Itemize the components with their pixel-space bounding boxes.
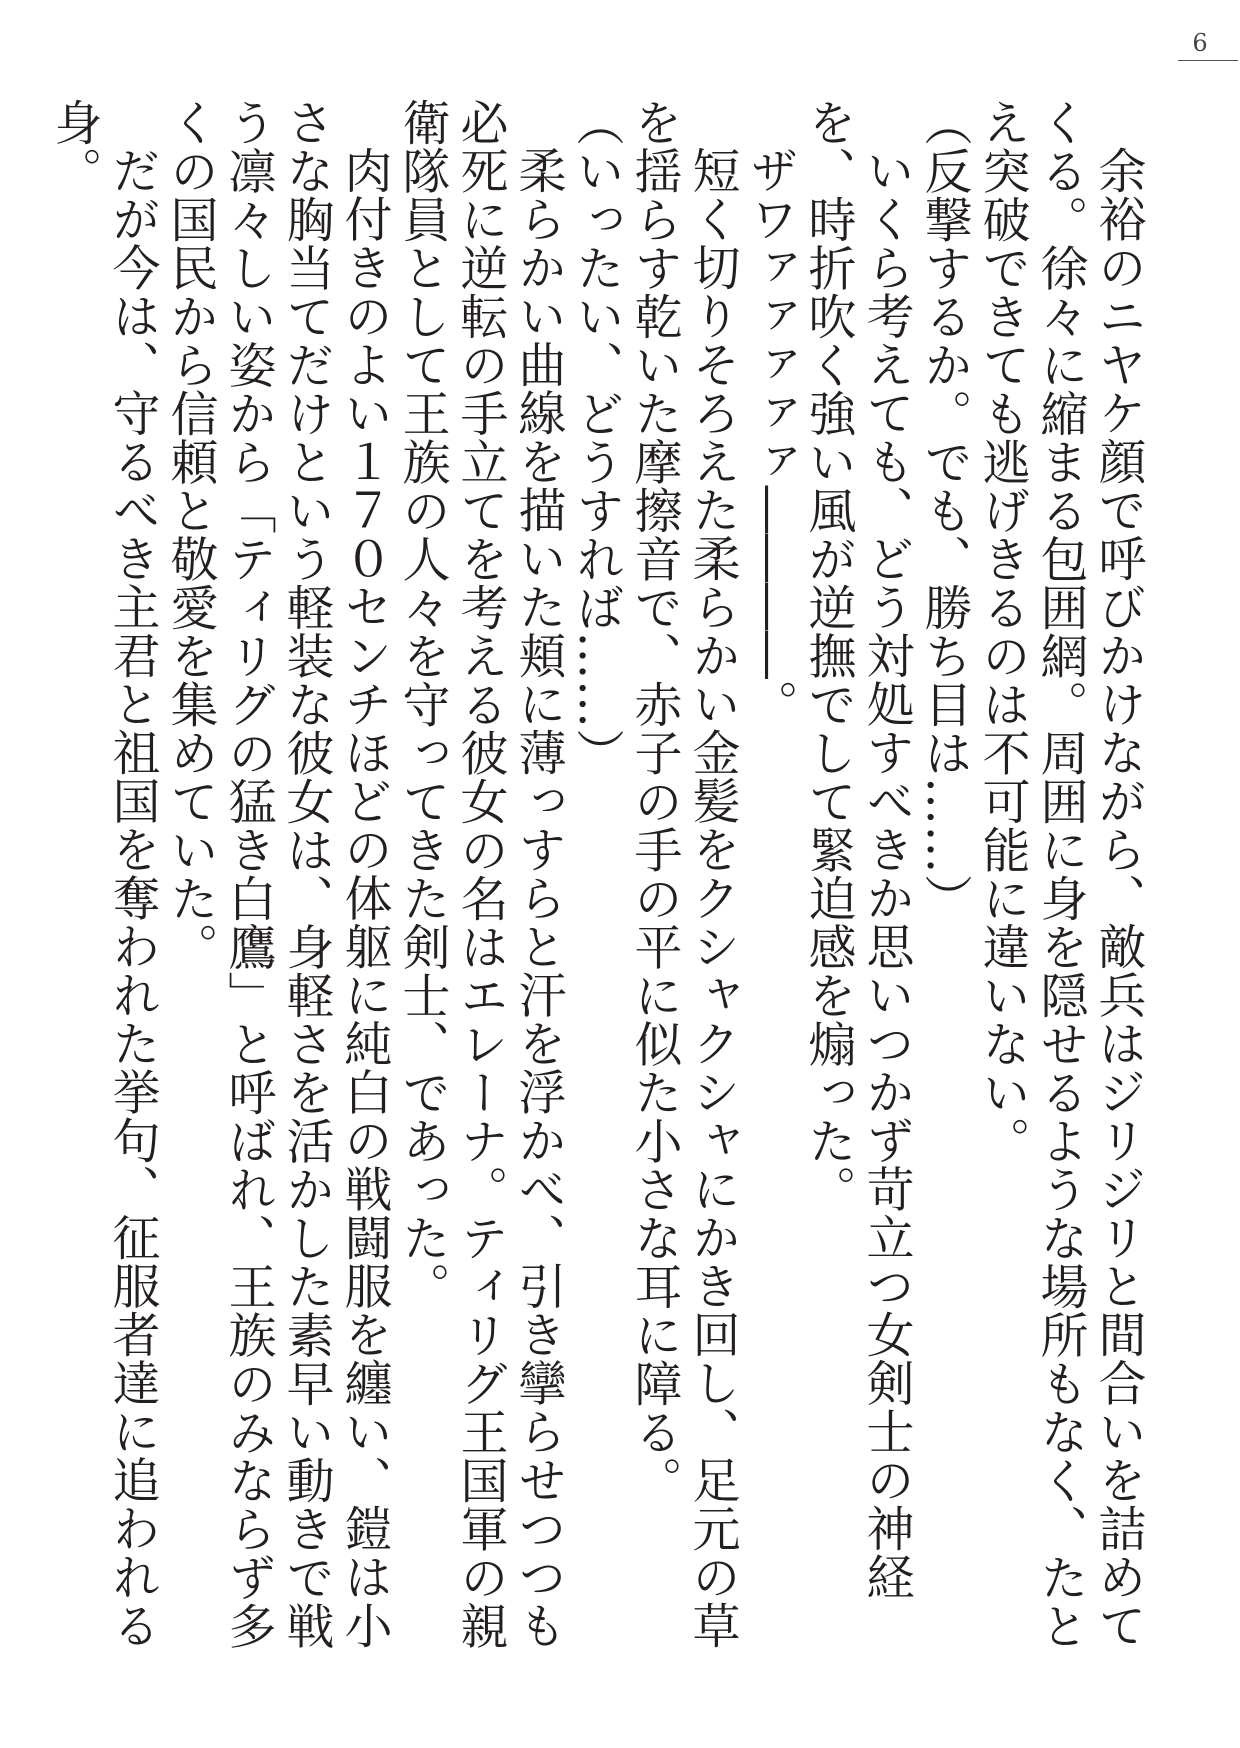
paragraph-5: 短く切りそろえた柔らかい金髪をクシャクシャにかき回し、足元の草を揺らす乾いた摩擦音で、赤子の手の平に似た小さな耳に障る。	[626, 98, 740, 1650]
paragraph-3: いくら考えても、どう対処すべきか思いつかず苛立つ女剣士の神経を、時折吹く強い風が逆撫でして緊迫感を煽った。	[800, 98, 914, 1601]
novel-body-text	[46, 98, 1147, 1658]
page-number-rule	[1178, 60, 1238, 61]
paragraph-8: 肉付きのよい１７０センチほどの体躯に純白の戦闘服を纏い、鎧は小さな胸当てだけという軽装な彼女は、身軽さを活かした素早い動きで戦う凛々しい姿から「ティリグの猛き白鷹」と呼ばれ、王族のみならず多くの国民から信頼と敬愛を集めていた。	[162, 98, 392, 1650]
paragraph-4-sound: ザワァァァァァ――――。	[742, 146, 798, 728]
paragraph-7: 柔らかい曲線を描いた頬に薄っすらと汗を浮かべ、引き攣らせつつも必死に逆転の手立てを考える彼女の名はエレーナ。ティリグ王国軍の親衛隊員として王族の人々を守ってきた剣士、であった。	[394, 98, 566, 1650]
paragraph-9: だが今は、守るべき主君と祖国を奪われた挙句、征服者達に追われる身。	[46, 98, 160, 1650]
paragraph-1: 余裕のニヤケ顔で呼びかけながら、敵兵はジリジリと間合いを詰めてくる。徐々に縮まる包囲網。周囲に身を隠せるような場所もなく、たとえ突破できても逃げきるのは不可能に違いない。	[974, 98, 1146, 1650]
paragraph-6-thought: （いったい、どうすれば……）	[568, 98, 624, 777]
paragraph-2-thought: （反撃するか。でも、勝ち目は……）	[916, 98, 972, 923]
page-number: 6	[1192, 29, 1208, 57]
